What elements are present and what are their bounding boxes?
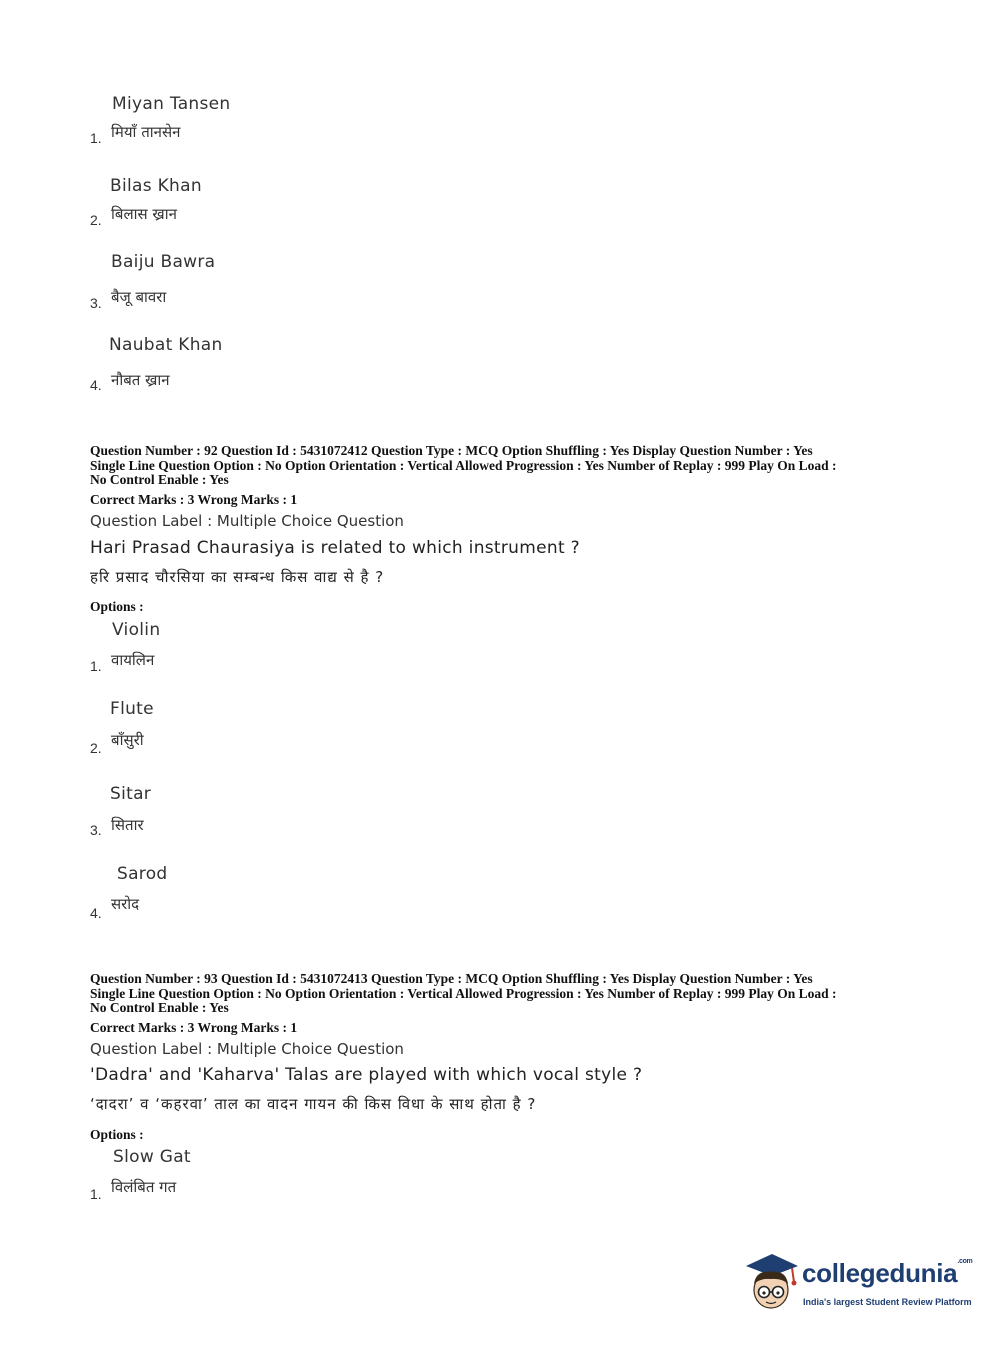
q92-marks: Correct Marks : 3 Wrong Marks : 1 [90,492,298,507]
q93-meta-line-1: Question Number : 93 Question Id : 5431072413 Question Type : MCQ Option Shuffling : Yes Display Question Number : Yes [90,971,813,986]
q92-meta-line-3: No Control Enable : Yes [90,472,229,487]
q93-meta-line-3: No Control Enable : Yes [90,1000,229,1015]
brand-tagline: India's largest Student Review Platform [803,1297,972,1307]
prev-option-2-num: 2. [90,212,102,228]
q93-marks: Correct Marks : 3 Wrong Marks : 1 [90,1020,298,1035]
brand-text: collegedunia [802,1258,958,1288]
q93-option-1-en: Slow Gat [113,1147,191,1167]
q92-label: Question Label : Multiple Choice Question [90,512,404,530]
brand-name [802,1258,972,1289]
q92-option-3-hi: सितार [111,816,144,834]
mascot-icon [742,1250,800,1314]
q92-option-2-hi: बाँसुरी [111,731,144,749]
q93-text-hi: ‘दादरा’ व ‘कहरवा’ ताल का वादन गायन की किस विधा के साथ होता है ? [90,1095,537,1113]
prev-option-4-en: Naubat Khan [109,335,223,355]
prev-option-4-num: 4. [90,377,102,393]
q92-option-3-num: 3. [90,822,102,838]
q92-option-1-hi: वायलिन [111,651,155,669]
prev-option-2-en: Bilas Khan [110,176,202,196]
q93-options-header: Options : [90,1127,144,1142]
prev-option-3-en: Baiju Bawra [111,252,216,272]
prev-option-1-num: 1. [90,130,102,146]
q92-option-1-en: Violin [112,620,161,640]
q92-option-4-hi: सरोद [111,895,140,913]
q92-text-hi: हरि प्रसाद चौरसिया का सम्बन्ध किस वाद्य से है ? [90,568,385,586]
prev-option-2-hi: बिलास ख्रान [111,205,177,223]
q93-option-1-num: 1. [90,1186,102,1202]
q93-text-en: 'Dadra' and 'Kaharva' Talas are played with which vocal style ? [90,1065,643,1085]
prev-option-4-hi: नौबत ख्रान [111,371,170,389]
q92-option-3-en: Sitar [110,784,152,804]
q93-meta-line-2: Single Line Question Option : No Option Orientation : Vertical Allowed Progression : Yes Number of Replay : 999 Play On Load : [90,986,837,1001]
q92-meta-line-1: Question Number : 92 Question Id : 5431072412 Question Type : MCQ Option Shuffling : Yes Display Question Number : Yes [90,443,813,458]
q93-option-1-hi: विलंबित गत [111,1178,177,1196]
q92-option-2-num: 2. [90,740,102,756]
prev-option-3-hi: बैजू बावरा [111,288,167,306]
q92-options-header: Options : [90,599,144,614]
q93-label: Question Label : Multiple Choice Question [90,1040,404,1058]
brand-suffix: .com [957,1258,973,1265]
prev-option-3-num: 3. [90,295,102,311]
q92-meta-line-2: Single Line Question Option : No Option Orientation : Vertical Allowed Progression : Yes Number of Replay : 999 Play On Load : [90,458,837,473]
q92-option-2-en: Flute [110,699,154,719]
q92-option-4-en: Sarod [117,864,168,884]
q92-option-4-num: 4. [90,905,102,921]
q92-text-en: Hari Prasad Chaurasiya is related to which instrument ? [90,538,580,558]
prev-option-1-en: Miyan Tansen [112,94,231,114]
prev-option-1-hi: मियाँ तानसेन [111,123,181,141]
q92-option-1-num: 1. [90,658,102,674]
